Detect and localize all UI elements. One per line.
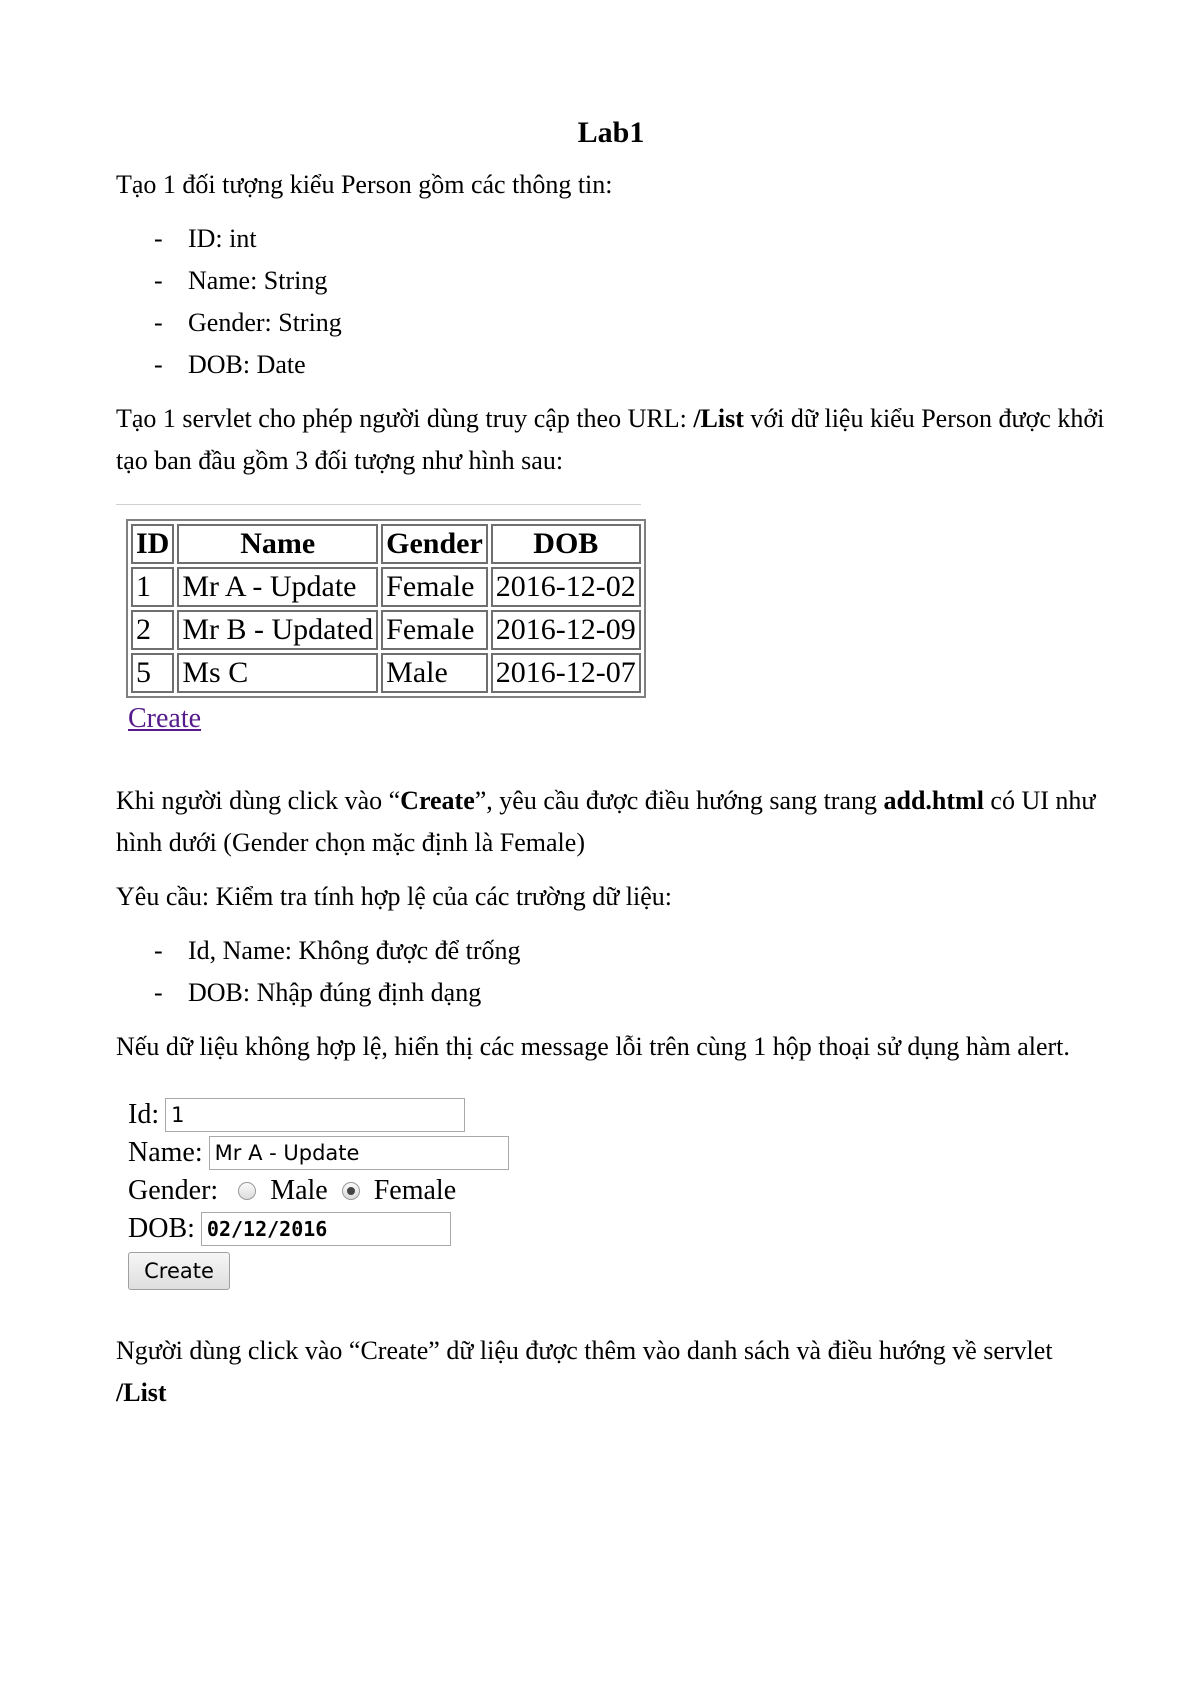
click-text: Khi người dùng click vào “ (116, 786, 401, 815)
cell-name: Mr A - Update (177, 567, 378, 607)
dob-label: DOB: (128, 1213, 195, 1244)
cell-id: 5 (131, 653, 174, 693)
cell-id: 1 (131, 567, 174, 607)
list-item: - Id, Name: Không được để trống (116, 930, 1106, 972)
gender-female-label: Female (373, 1175, 457, 1206)
column-header-gender: Gender (381, 524, 488, 564)
table-header-row (131, 524, 641, 564)
final-text: Người dùng click vào “Create” dữ liệu được thêm vào danh sách và điều hướng về servlet (116, 1336, 1053, 1365)
create-keyword: Create (400, 786, 475, 815)
cell-gender: Female (381, 567, 488, 607)
servlet-paragraph (116, 398, 1106, 482)
validation-intro: Yêu cầu: Kiểm tra tính hợp lệ của các trường dữ liệu: (116, 882, 672, 911)
cell-name: Ms C (177, 653, 378, 693)
id-input[interactable]: 1 (165, 1098, 465, 1132)
create-button[interactable]: Create (128, 1252, 230, 1290)
final-url: /List (116, 1378, 167, 1407)
person-field-list (116, 218, 1106, 386)
dob-row (128, 1210, 1106, 1248)
document-page (116, 112, 1106, 1426)
list-item: - DOB: Nhập đúng định dạng (116, 972, 1106, 1014)
id-row (128, 1096, 1106, 1134)
column-header-id: ID (131, 524, 174, 564)
name-input[interactable]: Mr A - Update (209, 1136, 509, 1170)
click-text: có UI như hình dưới (Gender chọn mặc định là Female) (116, 786, 1096, 857)
table-row (131, 653, 641, 693)
list-item: - Name: String (116, 260, 1106, 302)
gender-male-label: Male (270, 1175, 328, 1206)
person-table-screenshot (116, 504, 641, 740)
add-html-keyword: add.html (883, 786, 984, 815)
page-title: Lab1 (577, 116, 645, 149)
cell-name: Mr B - Updated (177, 610, 378, 650)
servlet-text: Tạo 1 servlet cho phép người dùng truy cập theo URL: (116, 404, 694, 433)
alert-paragraph: Nếu dữ liệu không hợp lệ, hiển thị các message lỗi trên cùng 1 hộp thoại sử dụng hàm alert. (116, 1032, 1070, 1061)
intro-paragraph: Tạo 1 đối tượng kiểu Person gồm các thông tin: (116, 170, 613, 199)
create-click-paragraph (116, 780, 1106, 864)
gender-label: Gender: (128, 1175, 219, 1206)
servlet-url: /List (693, 404, 744, 433)
id-label: Id: (128, 1099, 160, 1130)
table-row (131, 610, 641, 650)
person-table (126, 519, 646, 698)
column-header-dob: DOB (491, 524, 641, 564)
gender-male-radio[interactable] (238, 1182, 256, 1200)
cell-id: 2 (131, 610, 174, 650)
list-item: - ID: int (116, 218, 1106, 260)
create-link[interactable]: Create (128, 703, 202, 734)
table-row (131, 567, 641, 607)
dob-input[interactable]: 02/12/2016 (201, 1212, 451, 1246)
servlet-text-rest: với dữ liệu kiểu Person được khởi tạo ban đầu gồm 3 đối tượng như hình sau: (116, 404, 1105, 475)
gender-female-radio[interactable] (342, 1182, 360, 1200)
list-item: - DOB: Date (116, 344, 1106, 386)
name-row (128, 1134, 1106, 1172)
add-form-screenshot (128, 1096, 1106, 1290)
cell-dob: 2016-12-09 (491, 610, 641, 650)
gender-row (128, 1172, 1106, 1210)
click-text: ”, yêu cầu được điều hướng sang trang (474, 786, 884, 815)
column-header-name: Name (177, 524, 378, 564)
name-label: Name: (128, 1137, 203, 1168)
final-paragraph (116, 1330, 1106, 1414)
cell-dob: 2016-12-02 (491, 567, 641, 607)
cell-gender: Male (381, 653, 488, 693)
validation-rule-list (116, 930, 1106, 1014)
cell-gender: Female (381, 610, 488, 650)
list-item: - Gender: String (116, 302, 1106, 344)
cell-dob: 2016-12-07 (491, 653, 641, 693)
